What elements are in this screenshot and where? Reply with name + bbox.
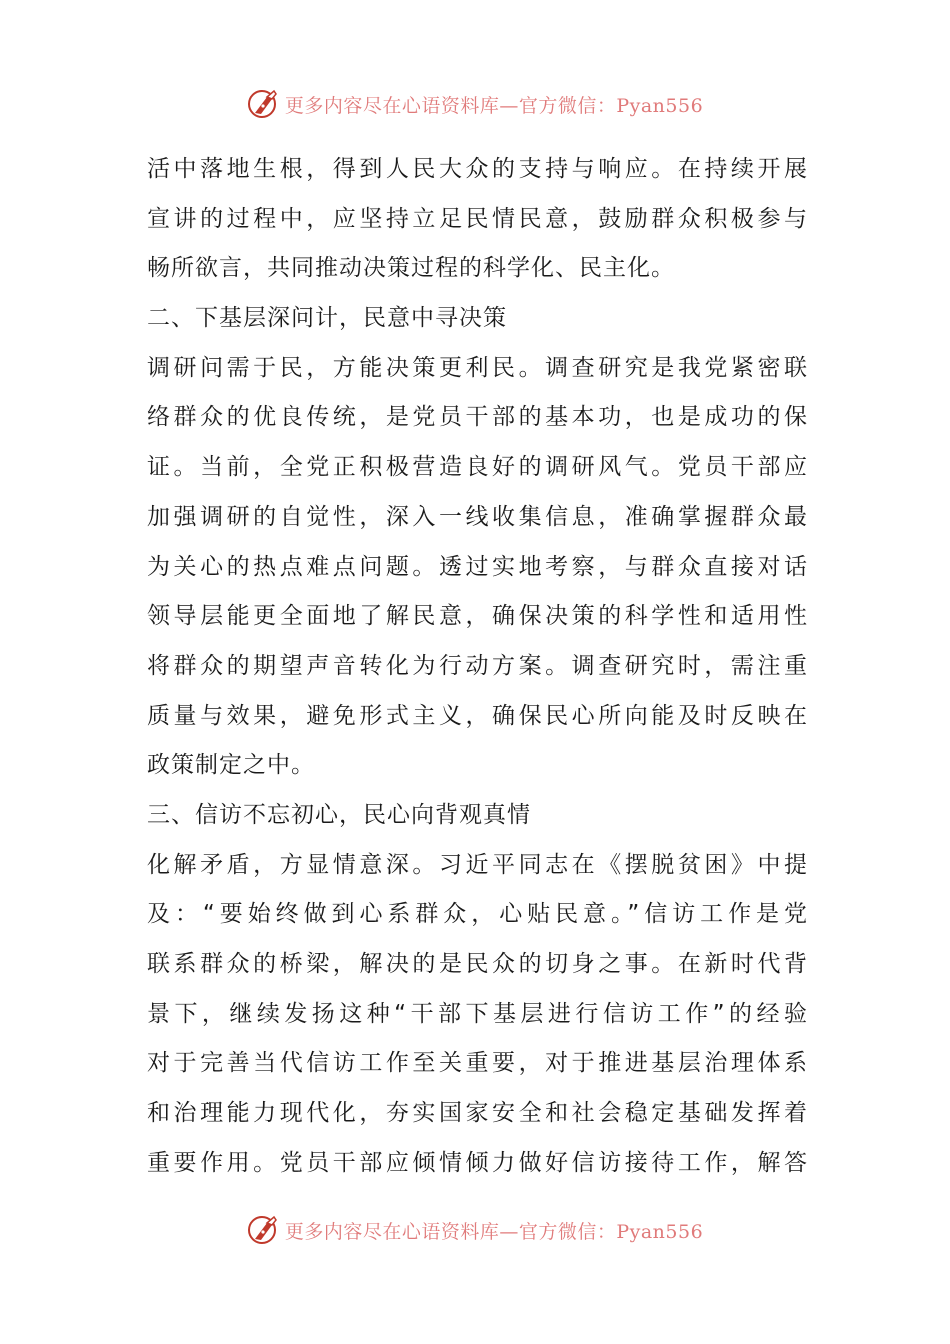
text-line: 络群众的优良传统，是党员干部的基本功，也是成功的保 [147, 404, 807, 431]
text-line: 活中落地生根，得到人民大众的支持与响应。在持续开展 [147, 156, 807, 182]
text-line: 重要作用。党员干部应倾情倾力做好信访接待工作，解答 [147, 1149, 807, 1176]
text-line: 政策制定之中。 [147, 752, 315, 779]
text-line: 对于完善当代信访工作至关重要，对于推进基层治理体系 [147, 1050, 807, 1077]
text-line: 联系群众的桥梁，解决的是民众的切身之事。在新时代背 [147, 951, 807, 977]
text-line: 及：“要始终做到心系群众，心贴民意。”信访工作是党 [147, 901, 807, 928]
footer-watermark-banner [0, 1210, 950, 1250]
document-body [147, 145, 807, 1188]
section-heading: 二、下基层深问计，民意中寻决策 [147, 305, 507, 332]
text-line: 领导层能更全面地了解民意，确保决策的科学性和适用性 [147, 603, 807, 630]
text-line: 宣讲的过程中，应坚持立足民情民意，鼓励群众积极参与 [147, 205, 807, 232]
text-line: 和治理能力现代化，夯实国家安全和社会稳定基础发挥着 [147, 1100, 807, 1127]
section-heading: 三、信访不忘初心，民心向背观真情 [147, 801, 531, 828]
text-line: 为关心的热点难点问题。透过实地考察，与群众直接对话 [147, 553, 807, 580]
text-line: 将群众的期望声音转化为行动方案。调查研究时，需注重 [147, 652, 807, 679]
pen-nib-logo-icon [247, 87, 281, 121]
text-line: 调研问需于民，方能决策更利民。调查研究是我党紧密联 [147, 354, 807, 381]
text-line: 化解矛盾，方显情意深。习近平同志在《摆脱贫困》中提 [147, 851, 807, 878]
pen-nib-logo-icon [247, 1213, 281, 1247]
footer-banner-text: 更多内容尽在心语资料库—官方微信：Pyan556 [284, 1220, 704, 1243]
text-line: 证。当前，全党正积极营造良好的调研风气。党员干部应 [147, 454, 807, 481]
header-banner-text: 更多内容尽在心语资料库—官方微信：Pyan556 [284, 94, 704, 117]
text-line: 质量与效果，避免形式主义，确保民心所向能及时反映在 [147, 702, 807, 729]
text-line: 加强调研的自觉性，深入一线收集信息，准确掌握群众最 [147, 503, 807, 530]
header-watermark-banner [0, 84, 950, 124]
text-line: 畅所欲言，共同推动决策过程的科学化、民主化。 [147, 255, 675, 282]
text-line: 景下，继续发扬这种“干部下基层进行信访工作”的经验 [147, 1000, 807, 1027]
